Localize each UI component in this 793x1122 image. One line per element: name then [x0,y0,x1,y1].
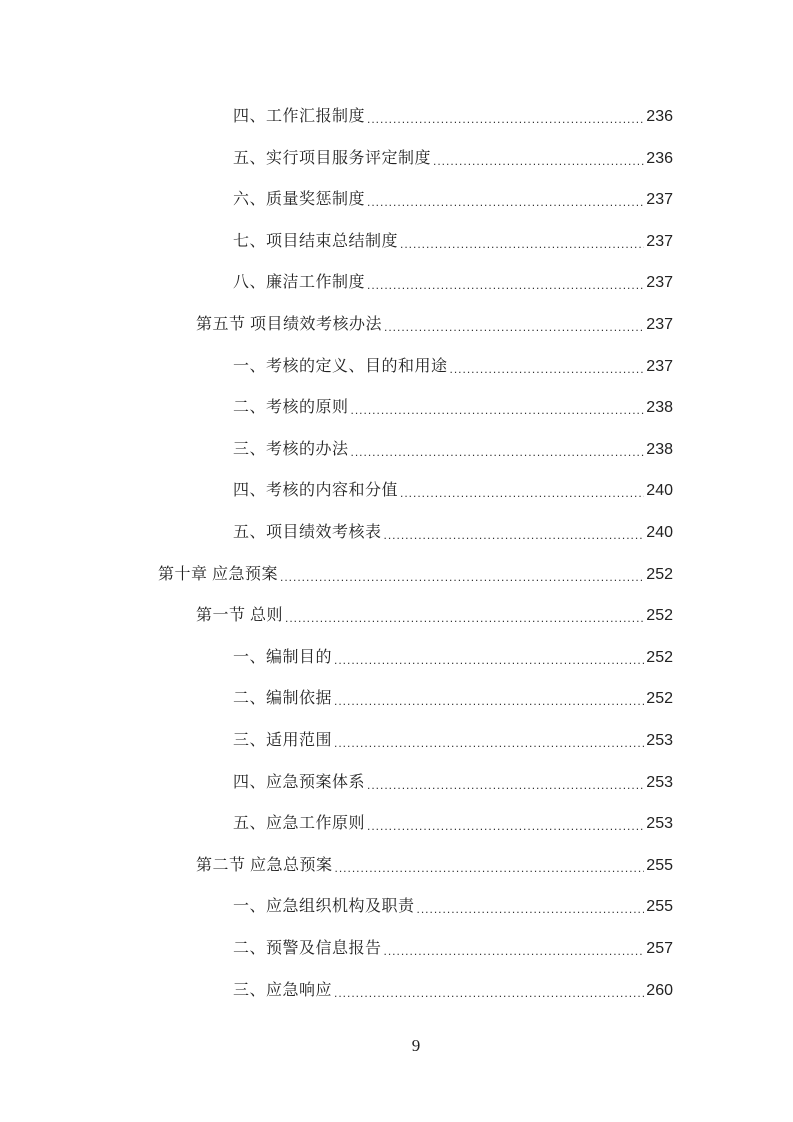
toc-entry-title: 二、考核的原则 [233,399,349,417]
toc-entry-title: 五、实行项目服务评定制度 [233,149,432,167]
toc-entry-page: 252 [646,690,673,708]
toc-entry-title: 四、工作汇报制度 [233,108,366,125]
toc-entry[interactable] [233,937,673,961]
toc-entry[interactable] [233,105,673,129]
toc-entry[interactable] [233,438,673,462]
dot-leader [334,650,644,670]
dot-leader [351,442,645,462]
toc-entry-page: 253 [646,732,673,749]
dot-leader [334,983,644,1003]
dot-leader [335,858,645,878]
toc-entry-title: 三、应急响应 [233,981,333,999]
toc-entry[interactable] [233,147,673,171]
toc-entry-title: 四、应急预案体系 [233,773,366,791]
dot-leader [400,483,644,503]
toc-entry-page: 237 [646,316,673,333]
toc-entry-title: 第十章 应急预案 [158,565,279,583]
toc-entry[interactable] [233,271,673,295]
toc-entry[interactable] [233,729,673,753]
toc-entry-page: 252 [646,565,673,583]
toc-entry[interactable] [233,687,673,711]
dot-leader [450,359,645,379]
toc-entry-page: 236 [646,108,673,125]
toc-entry-page: 240 [646,524,673,541]
toc-entry-page: 240 [646,482,673,500]
dot-leader [433,151,644,171]
dot-leader [417,899,645,919]
toc-entry[interactable] [233,771,673,795]
toc-entry-title: 一、编制目的 [233,648,333,666]
dot-leader [367,109,644,129]
toc-entry-page: 253 [646,815,673,833]
toc-entry[interactable] [233,979,673,1003]
toc-entry[interactable] [233,895,673,919]
toc-entry-title: 第一节 总则 [196,607,284,625]
toc-entry-title: 二、编制依据 [233,690,333,708]
toc-entry[interactable] [196,313,673,337]
dot-leader [280,567,644,587]
dot-leader [334,691,644,711]
toc-entry[interactable] [233,355,673,379]
toc-entry[interactable] [233,812,673,836]
toc-entry-title: 七、项目结束总结制度 [233,232,399,250]
toc-entry-title: 八、廉洁工作制度 [233,274,366,292]
toc-entry-page: 252 [646,648,673,666]
toc-entry[interactable] [233,521,673,545]
toc-entry-page: 236 [646,149,673,167]
toc-entry-page: 260 [646,981,673,999]
dot-leader [367,775,644,795]
dot-leader [400,234,644,254]
dot-leader [384,317,644,337]
toc-entry[interactable] [233,188,673,212]
toc-entry-title: 六、质量奖惩制度 [233,191,366,209]
toc-entry-page: 252 [646,607,673,625]
toc-entry-title: 一、应急组织机构及职责 [233,898,415,916]
toc-entry-page: 257 [646,940,673,957]
toc-entry-title: 第二节 应急总预案 [196,856,333,874]
toc-entry-page: 255 [646,856,673,874]
dot-leader [285,608,644,628]
toc-entry-page: 237 [646,357,673,375]
toc-entry-title: 三、考核的办法 [233,440,349,458]
toc-entry-title: 四、考核的内容和分值 [233,482,399,500]
dot-leader [367,816,644,836]
page-number: 9 [411,1036,421,1055]
toc-entry[interactable] [233,646,673,670]
toc-entry-page: 237 [646,232,673,250]
toc-entry-page: 237 [646,274,673,292]
toc-entry-title: 五、应急工作原则 [233,815,366,833]
dot-leader [351,400,645,420]
toc-entry-title: 三、适用范围 [233,732,333,749]
toc-entry-page: 255 [646,898,673,916]
toc-entry-page: 253 [646,773,673,791]
toc-entry[interactable] [158,563,673,587]
toc-entry-title: 第五节 项目绩效考核办法 [196,316,383,333]
dot-leader [334,733,644,753]
toc-entry[interactable] [233,479,673,503]
dot-leader [367,275,644,295]
dot-leader [384,941,645,961]
toc-entry-title: 五、项目绩效考核表 [233,524,382,541]
toc-entry-title: 一、考核的定义、目的和用途 [233,357,448,375]
toc-entry-page: 237 [646,191,673,209]
dot-leader [367,192,644,212]
dot-leader [384,525,645,545]
toc-entry-title: 二、预警及信息报告 [233,940,382,957]
toc-entry-page: 238 [646,399,673,417]
toc-entry[interactable] [196,854,673,878]
toc-entry-page: 238 [646,440,673,458]
toc-entry[interactable] [196,604,673,628]
toc-entry[interactable] [233,396,673,420]
toc-entry[interactable] [233,230,673,254]
